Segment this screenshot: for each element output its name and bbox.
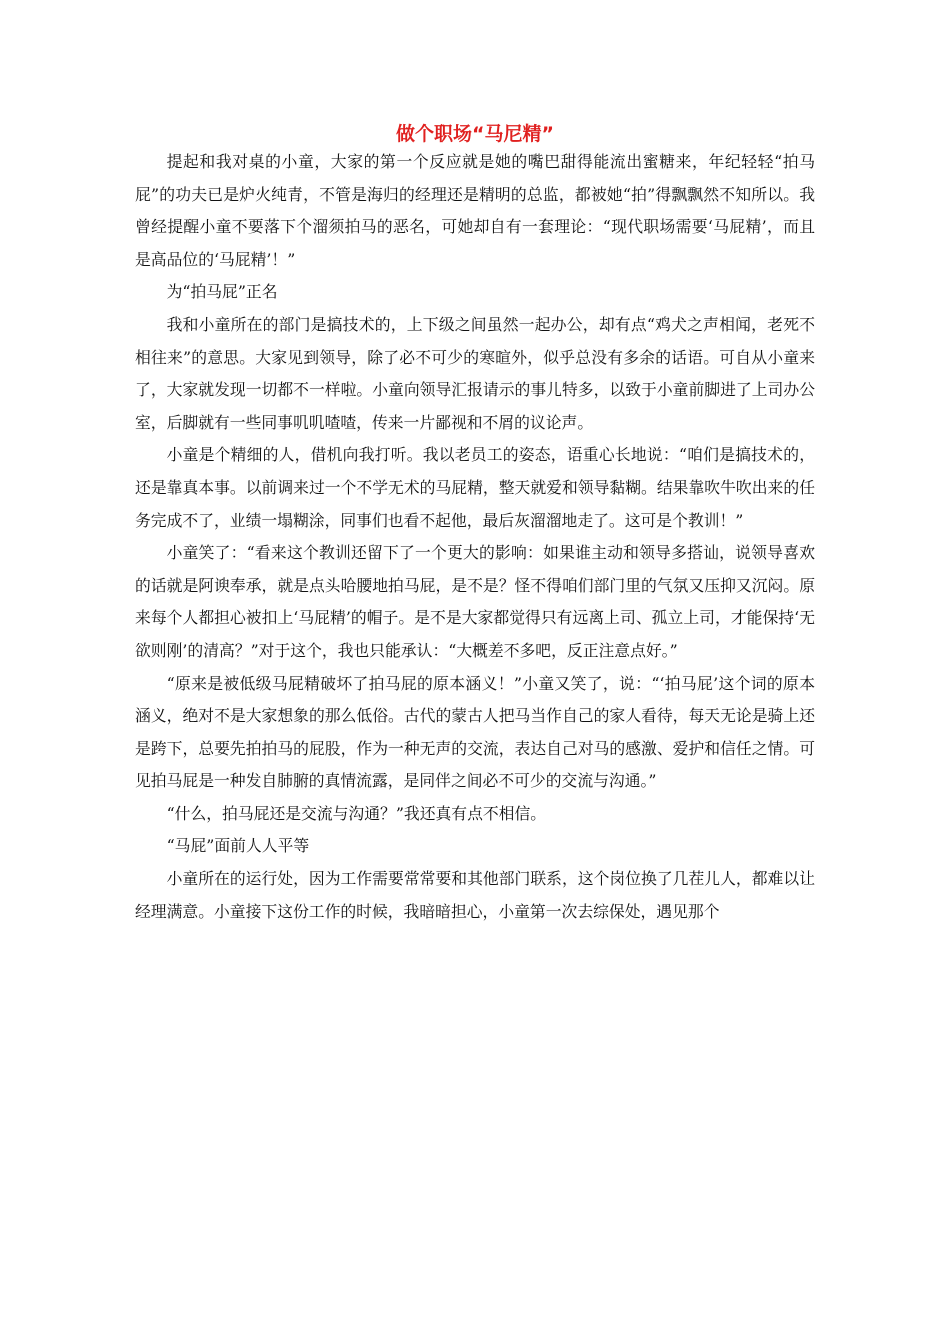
paragraph: 小童是个精细的人，借机向我打听。我以老员工的姿态，语重心长地说：“咱们是搞技术的，还是靠真本事。以前调来过一个不学无术的马屁精，整天就爱和领导黏糊。结果靠吹牛吹出来的任务完成不了，业绩一塌糊涂，同事们也看不起他，最后灰溜溜地走了。这可是个教训！” — [135, 445, 815, 530]
paragraph: “什么，拍马屁还是交流与沟通？”我还真有点不相信。 — [166, 803, 547, 823]
paragraph: 我和小童所在的部门是搞技术的，上下级之间虽然一起办公，却有点“鸡犬之声相闻，老死不相往来”的意思。大家见到领导，除了必不可少的寒暄外，似乎总没有多余的话语。可自从小童来了，大家就发现一切都不一样啦。小童向领导汇报请示的事儿特多，以致于小童前脚进了上司办公室，后脚就有一些同事叽叽喳喳，传来一片鄙视和不屑的议论声。 — [135, 314, 815, 432]
section-heading: 为“拍马屁”正名 — [166, 282, 278, 302]
paragraph: 提起和我对桌的小童，大家的第一个反应就是她的嘴巴甜得能流出蜜糖来，年纪轻轻“拍马屁”的功夫已是炉火纯青，不管是海归的经理还是精明的总监，都被她“拍”得飘飘然不知所以。我曾经提醒小童不要落下个溜须拍马的恶名，可她却自有一套理论：“现代职场需要‘马屁精’，而且是高品位的‘马屁精’！” — [135, 152, 815, 269]
paragraph: “原来是被低级马屁精破坏了拍马屁的原本涵义！”小童又笑了，说：“‘拍马屁’这个词的原本涵义，绝对不是大家想象的那么低俗。古代的蒙古人把马当作自己的家人看待，每天无论是骑上还是跨下，总要先拍拍马的屁股，作为一种无声的交流，表达自己对马的感激、爱护和信任之情。可见拍马屁是一种发自肺腑的真情流露，是同伴之间必不可少的交流与沟通。” — [135, 673, 815, 791]
paragraph: 小童所在的运行处，因为工作需要常常要和其他部门联系，这个岗位换了几茬儿人，都难以让经理满意。小童接下这份工作的时候，我暗暗担心，小童第一次去综保处，遇见那个 — [135, 869, 815, 921]
document-title: 做个职场“马尼精” — [396, 123, 554, 145]
section-heading: “马屁”面前人人平等 — [166, 836, 310, 856]
paragraph: 小童笑了：“看来这个教训还留下了一个更大的影响：如果谁主动和领导多搭讪，说领导喜欢的话就是阿谀奉承，就是点头哈腰地拍马屁，是不是？怪不得咱们部门里的气氛又压抑又沉闷。原来每个人都担心被扣上‘马屁精’的帽子。是不是大家都觉得只有远离上司、孤立上司，才能保持‘无欲则刚’的清高？”对于这个，我也只能承认：“大概差不多吧，反正注意点好。” — [135, 543, 815, 660]
document-body — [135, 146, 815, 928]
